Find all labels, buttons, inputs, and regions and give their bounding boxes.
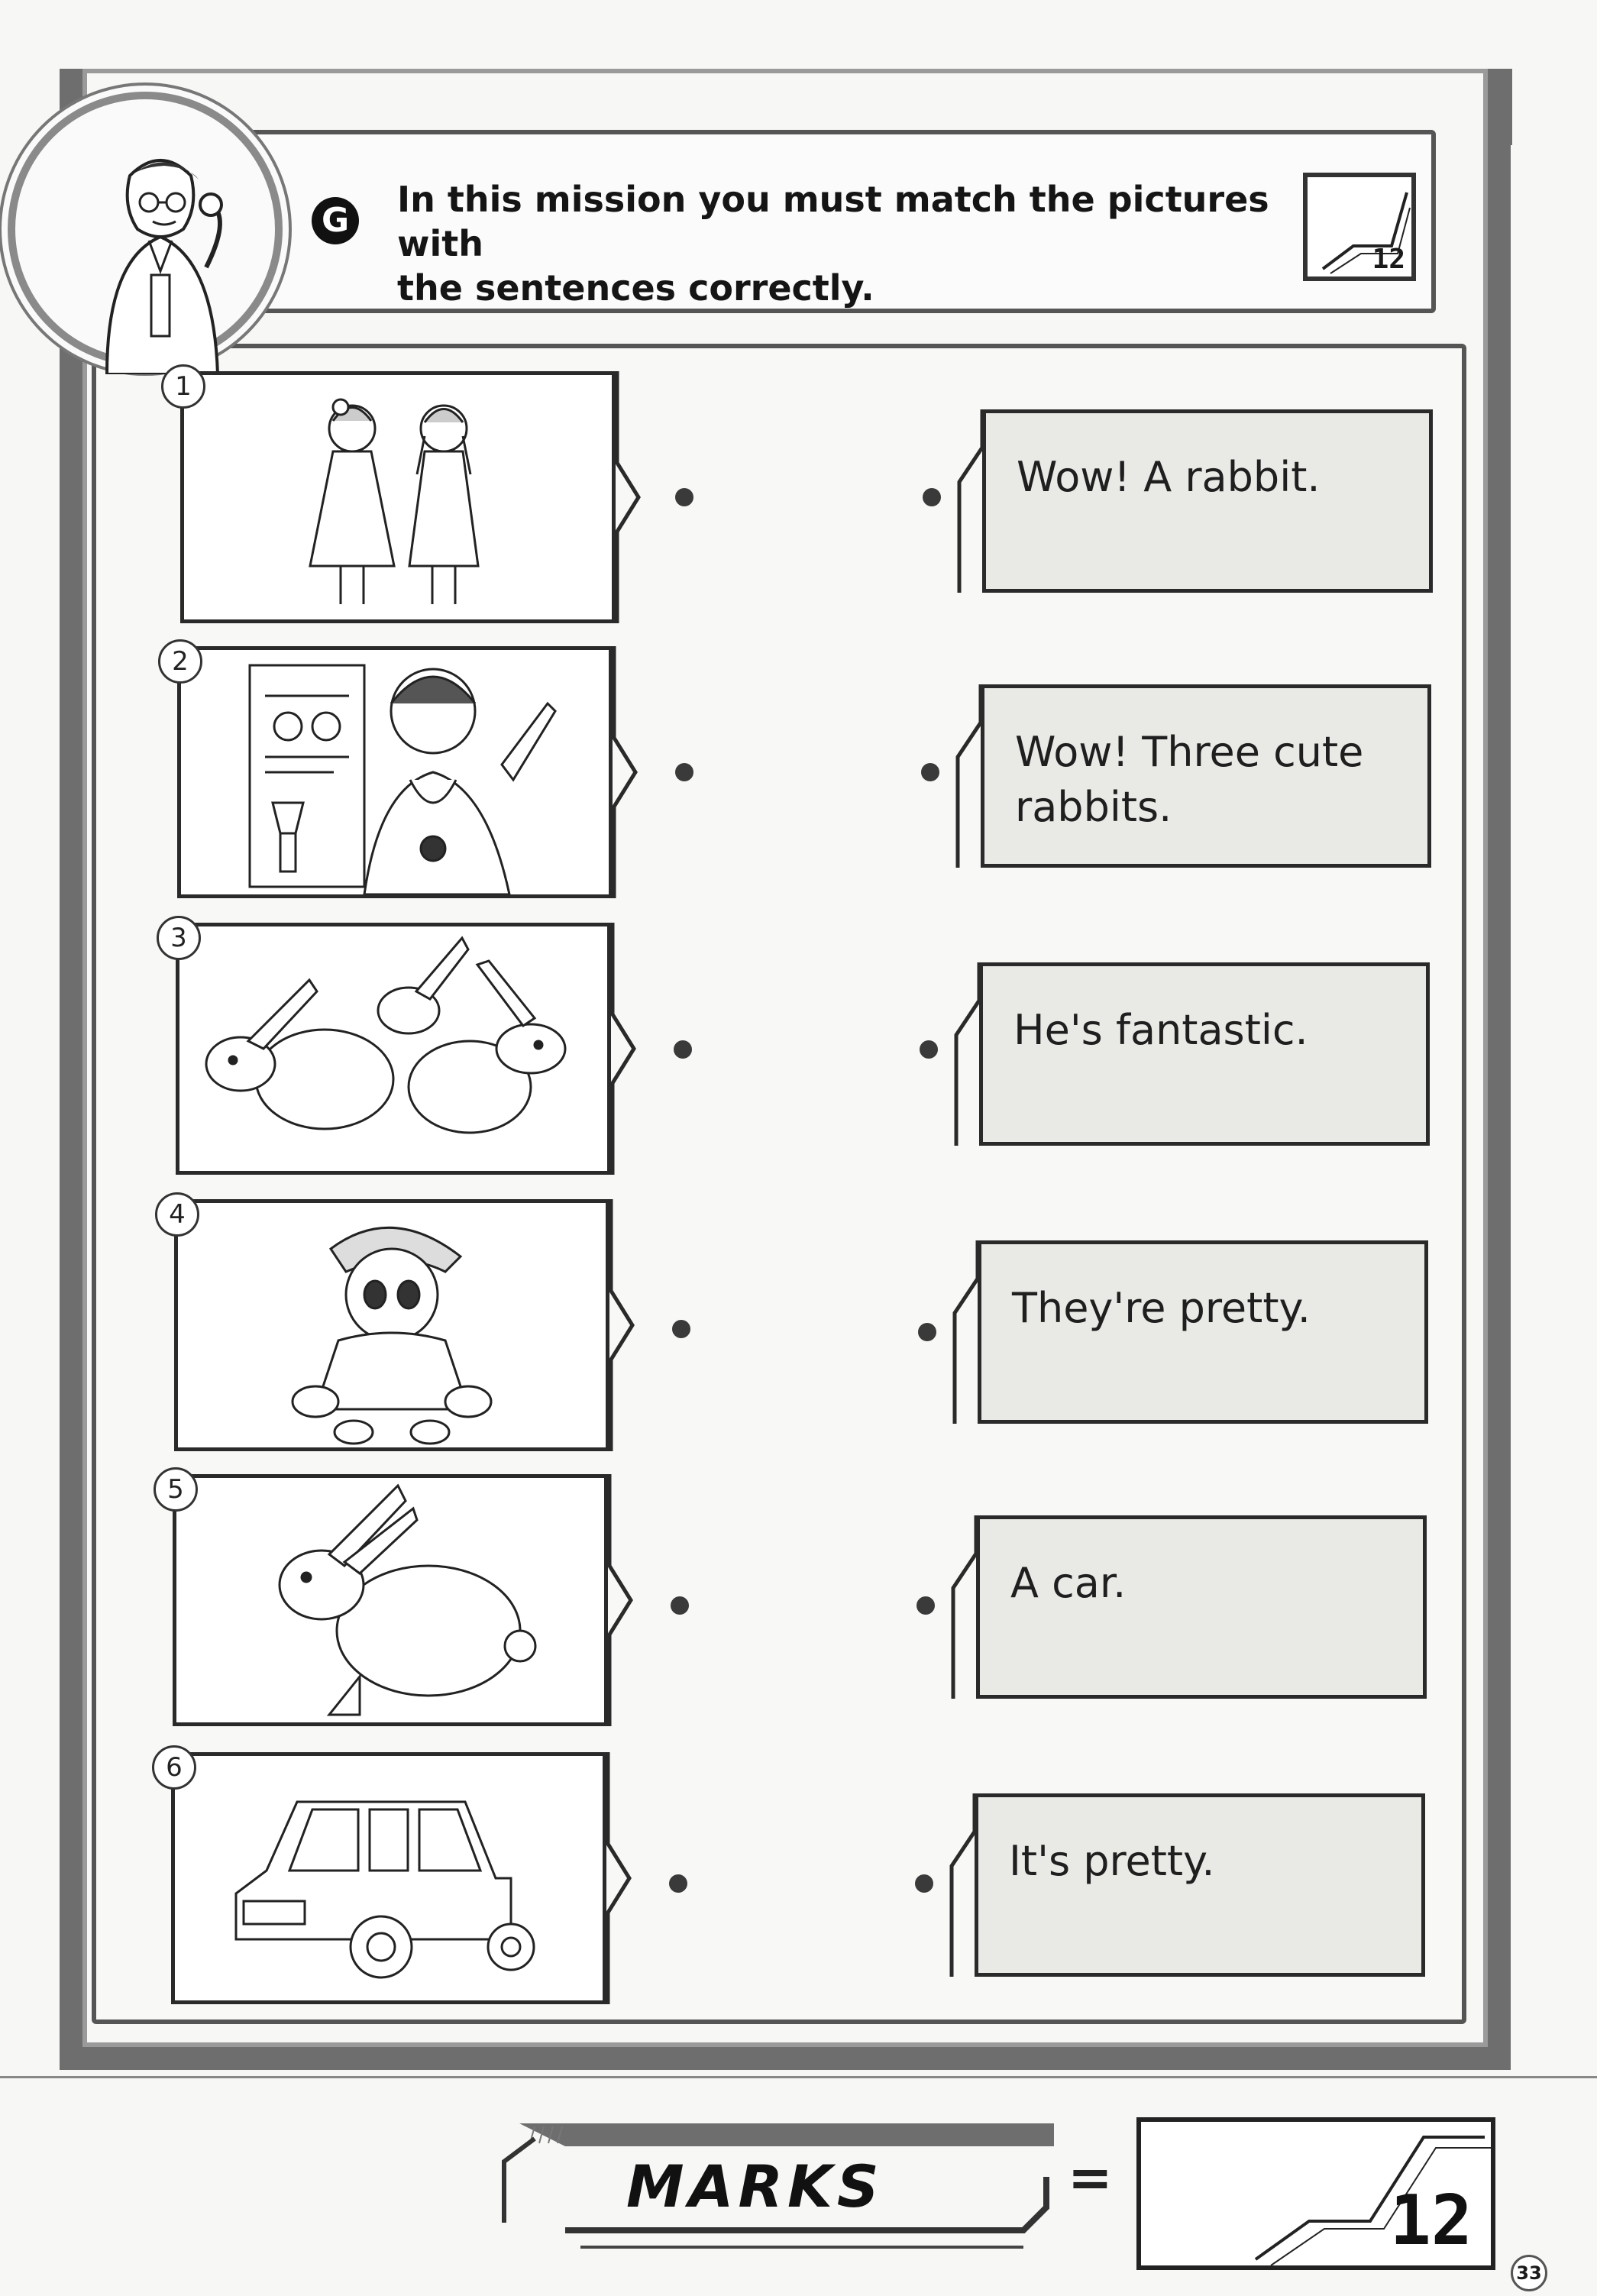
teacher-illustration-icon <box>46 145 260 374</box>
picture-card-notch <box>609 1199 640 1451</box>
two-girls-icon <box>184 375 612 619</box>
sentence-bracket <box>950 1515 978 1699</box>
sentence-bracket <box>956 409 984 593</box>
match-dot-left[interactable] <box>671 1596 689 1615</box>
sentence-bracket <box>952 1240 979 1424</box>
row-number-badge: 6 <box>152 1745 196 1790</box>
marks-label: MARKS <box>626 2152 884 2220</box>
sentence-card: A car. <box>976 1515 1427 1699</box>
row-number-badge: 3 <box>157 916 201 960</box>
match-dot-left[interactable] <box>672 1320 690 1338</box>
sentence-bracket <box>955 684 982 868</box>
teacher-medallion <box>8 92 283 367</box>
sentence-card: Wow! Three cute rabbits. <box>981 684 1431 868</box>
sentence-card: Wow! A rabbit. <box>982 409 1433 593</box>
section-score-box <box>1303 173 1416 281</box>
picture-card-notch <box>611 923 642 1175</box>
sentence-card: It's pretty. <box>975 1793 1425 1977</box>
match-dot-left[interactable] <box>674 1040 692 1059</box>
rabbit-icon <box>176 1478 604 1722</box>
row-number-badge: 5 <box>154 1467 198 1512</box>
equals-sign: = <box>1068 2146 1113 2209</box>
footer-divider <box>0 2076 1597 2078</box>
picture-card-notch <box>606 1752 637 2004</box>
sentence-bracket <box>953 962 981 1146</box>
sentence-bracket <box>949 1793 976 1977</box>
match-dot-right[interactable] <box>920 1040 938 1059</box>
page-number: 33 <box>1511 2255 1547 2291</box>
picture-card <box>167 1474 608 1726</box>
marks-total-box <box>1136 2117 1495 2270</box>
match-dot-left[interactable] <box>675 488 693 506</box>
sentence-card: He's fantastic. <box>979 962 1430 1146</box>
picture-card <box>170 923 611 1175</box>
instruction-line-1: In this mission you must match the pictures with <box>397 179 1269 264</box>
match-dot-right[interactable] <box>921 763 939 781</box>
picture-card <box>169 1199 609 1451</box>
car-icon <box>175 1756 603 2000</box>
row-number-badge: 2 <box>158 639 202 684</box>
match-dot-right[interactable] <box>915 1874 933 1893</box>
match-dot-left[interactable] <box>675 763 693 781</box>
row-number-badge: 1 <box>161 364 205 409</box>
instruction-text <box>397 177 1314 310</box>
match-dot-right[interactable] <box>918 1323 936 1341</box>
match-dot-right[interactable] <box>916 1596 935 1615</box>
picture-card-notch <box>616 371 646 623</box>
picture-card <box>172 646 613 898</box>
section-score-value: 12 <box>1372 244 1405 275</box>
row-number-badge: 4 <box>155 1192 199 1237</box>
instruction-line-2: the sentences correctly. <box>397 267 874 309</box>
marks-total-value: 12 <box>1389 2181 1473 2261</box>
match-dot-right[interactable] <box>923 488 941 506</box>
doll-icon <box>178 1203 606 1447</box>
section-letter-badge: G <box>312 197 359 244</box>
three-rabbits-icon <box>179 926 607 1171</box>
picture-card-notch <box>613 646 643 898</box>
picture-card <box>166 1752 606 2004</box>
picture-card-notch <box>608 1474 638 1726</box>
match-dot-left[interactable] <box>669 1874 687 1893</box>
sentence-card: They're pretty. <box>978 1240 1428 1424</box>
cyclist-with-trophy-icon <box>181 650 609 894</box>
picture-card <box>175 371 616 623</box>
